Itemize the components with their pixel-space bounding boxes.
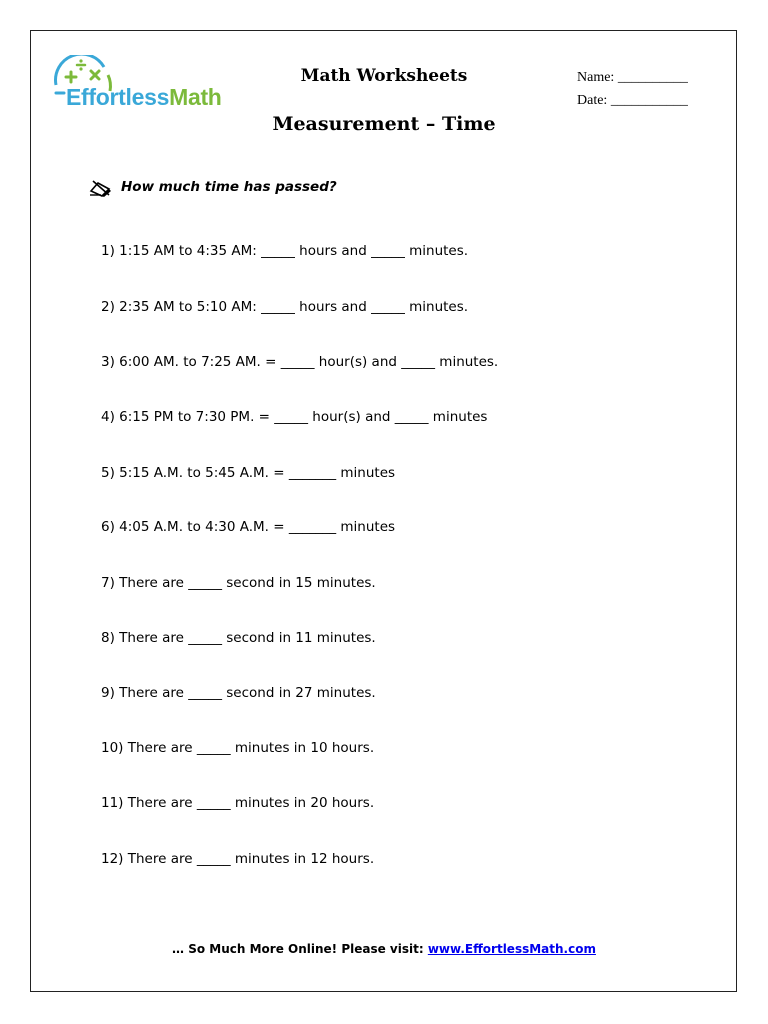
logo-text-effortless: Effortless bbox=[66, 84, 170, 110]
question-7: 7) There are _____ second in 15 minutes. bbox=[101, 575, 376, 591]
instruction-text: How much time has passed? bbox=[121, 179, 337, 195]
footer-text: … So Much More Online! Please visit: bbox=[172, 942, 428, 956]
logo-wordmark bbox=[66, 84, 222, 111]
question-11: 11) There are _____ minutes in 20 hours. bbox=[101, 795, 375, 811]
logo-text-math: Math bbox=[169, 84, 222, 110]
worksheet-title: Measurement – Time bbox=[272, 113, 496, 135]
question-3: 3) 6:00 AM. to 7:25 AM. = _____ hour(s) and _____ minutes. bbox=[101, 354, 499, 370]
date-field: Date: ___________ bbox=[577, 93, 688, 108]
footer bbox=[0, 942, 768, 956]
question-10: 10) There are _____ minutes in 10 hours. bbox=[101, 740, 375, 756]
pencil-icon bbox=[89, 177, 113, 197]
question-12: 12) There are _____ minutes in 12 hours. bbox=[101, 851, 375, 867]
question-2: 2) 2:35 AM to 5:10 AM: _____ hours and _____ minutes. bbox=[101, 299, 469, 315]
question-1: 1) 1:15 AM to 4:35 AM: _____ hours and _____ minutes. bbox=[101, 243, 469, 259]
footer-website-link[interactable]: www.EffortlessMath.com bbox=[427, 942, 596, 956]
question-5: 5) 5:15 A.M. to 5:45 A.M. = _______ minutes bbox=[101, 465, 396, 481]
worksheet-border bbox=[30, 30, 737, 992]
instruction bbox=[89, 177, 337, 197]
question-6: 6) 4:05 A.M. to 4:30 A.M. = _______ minutes bbox=[101, 519, 396, 535]
question-4: 4) 6:15 PM to 7:30 PM. = _____ hour(s) and _____ minutes bbox=[101, 409, 488, 425]
name-field: Name: __________ bbox=[577, 70, 688, 85]
worksheet-header-title: Math Worksheets bbox=[300, 66, 468, 86]
question-8: 8) There are _____ second in 11 minutes. bbox=[101, 630, 376, 646]
question-9: 9) There are _____ second in 27 minutes. bbox=[101, 685, 376, 701]
